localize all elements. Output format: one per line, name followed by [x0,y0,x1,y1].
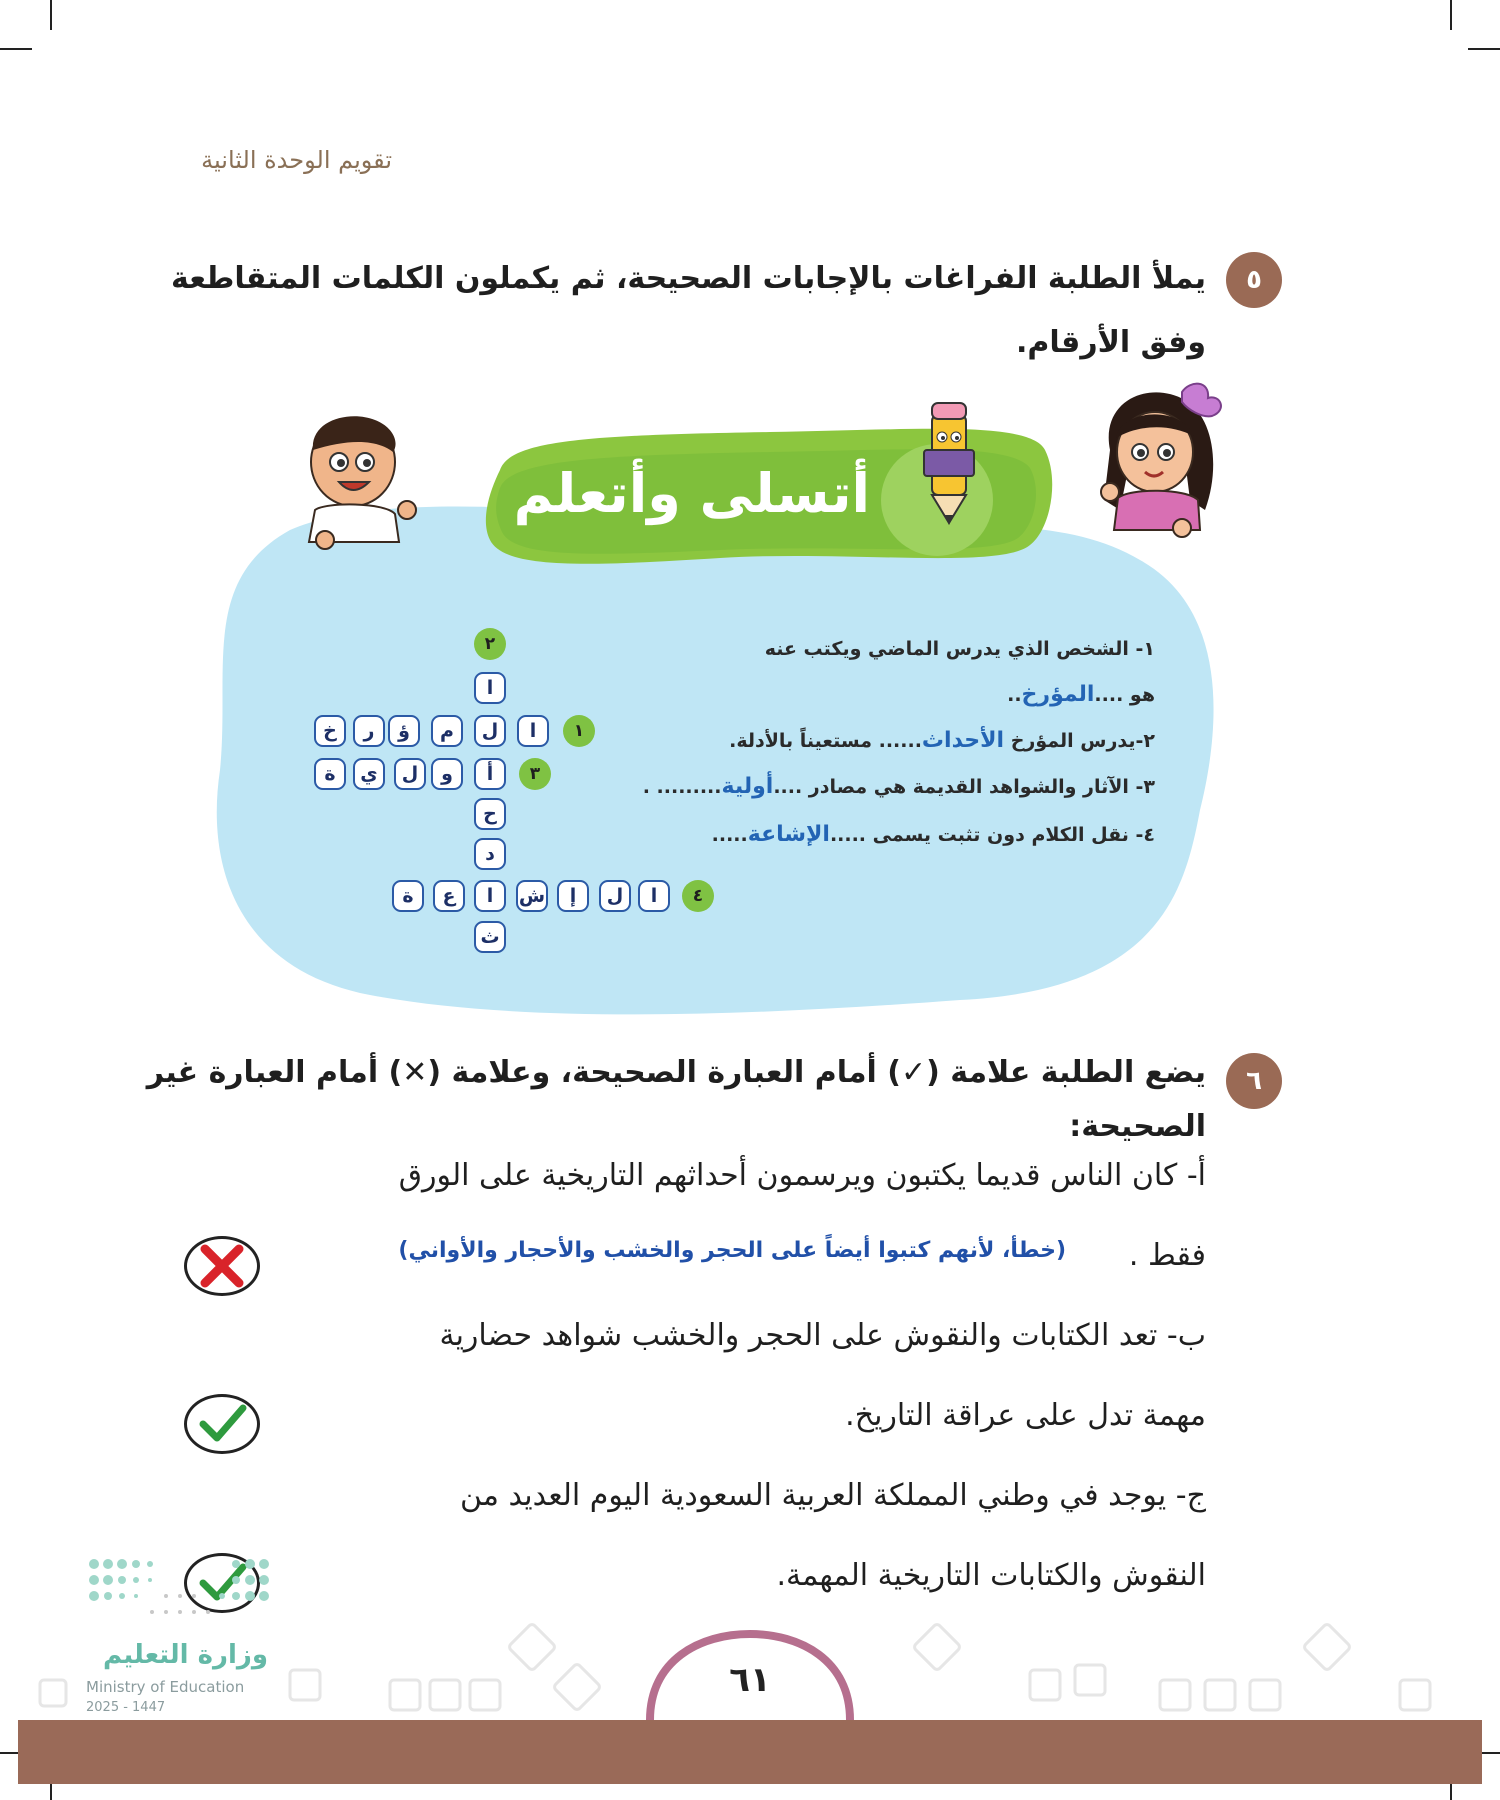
ministry-name-english: Ministry of Education [86,1678,245,1696]
crossword-cell[interactable]: ة [314,758,346,790]
question-6-line1: يضع الطلبة علامة (✓) أمام العبارة الصحيحة، وعلامة (✕) أمام العبارة غير [146,1055,1206,1090]
ministry-year: 2025 - 1447 [86,1700,166,1715]
statement-c-line2: النقوش والكتابات التاريخية المهمة. [776,1558,1206,1593]
girl-illustration [1090,380,1230,540]
unit-title: تقويم الوحدة الثانية [201,146,392,174]
crossword-cell[interactable]: خ [314,715,346,747]
statement-b-line2: مهمة تدل على عراقة التاريخ. [845,1398,1206,1433]
question-6-line2: الصحيحة: [1069,1109,1206,1144]
clue-1-line1: ١- الشخص الذي يدرس الماضي ويكتب عنه [764,638,1155,660]
clue-2-prefix: ٢-يدرس المؤرخ [1010,730,1155,752]
clue-1-suffix: .. [1007,684,1022,706]
statement-a-note: (خطأ، لأنهم كتبوا أيضاً على الحجر والخشب والأحجار والأواني) [398,1238,1066,1263]
statement-a-line1: أ- كان الناس قديما يكتبون ويرسمون أحداثهم التاريخية على الورق [398,1158,1206,1193]
clue-3 [643,774,1155,799]
clue-4-answer: الإشاعة [747,822,830,847]
clue-1-answer: المؤرخ [1021,682,1095,707]
clue-1-prefix: هو .... [1094,684,1155,706]
crossword-number-3: ٣ [519,758,551,790]
check-icon [197,1402,247,1446]
crop-mark [1468,48,1500,50]
crossword-cell[interactable]: ل [394,758,426,790]
crop-mark [0,48,32,50]
crossword-cell[interactable]: ل [599,880,631,912]
crossword-number-2: ٢ [474,628,506,660]
page-number: ٦١ [729,1660,771,1700]
crossword-cell[interactable]: ة [392,880,424,912]
clue-2-answer: الأحداث [921,728,1005,753]
cross-icon [197,1241,247,1291]
ministry-logo-dots [86,1556,272,1626]
question-5-line1: يملأ الطلبة الفراغات بالإجابات الصحيحة، ثم يكملون الكلمات المتقاطعة [171,261,1206,296]
crossword-number-1: ١ [563,715,595,747]
clue-3-prefix: ٣- الآثار والشواهد القديمة هي مصادر .... [773,776,1155,798]
crossword-cell[interactable]: ش [516,880,548,912]
crossword-cell[interactable]: ي [353,758,385,790]
clue-1-line2 [1007,682,1155,707]
banner-title: أتسلى وأتعلم [513,462,870,525]
clue-2-suffix: ...... مستعيناً بالأدلة. [729,730,922,752]
clue-4 [712,822,1155,847]
crossword-cell[interactable]: ا [517,715,549,747]
statement-c-line1: ج- يوجد في وطني المملكة العربية السعودية اليوم العديد من [460,1478,1206,1513]
clue-4-prefix: ٤- نقل الكلام دون تثبت يسمى ..... [829,824,1155,846]
question-5-prompt [166,247,1206,375]
statement-b-line1: ب- تعد الكتابات والنقوش على الحجر والخشب شواهد حضارية [439,1318,1206,1353]
question-5-line2: وفق الأرقام. [1016,325,1206,360]
crossword-cell[interactable]: ل [474,715,506,747]
clue-3-suffix: ......... . [642,776,722,798]
crossword-cell[interactable]: ؤ [388,715,420,747]
answer-mark-a[interactable] [184,1236,260,1296]
crossword-cell[interactable]: و [431,758,463,790]
clue-2 [729,728,1155,753]
crop-mark [50,0,52,30]
boy-illustration [295,410,425,560]
ministry-name-arabic: وزارة التعليم [103,1640,268,1670]
crossword-cell[interactable]: ث [474,921,506,953]
question-6-badge: ٦ [1226,1053,1282,1109]
crossword-cell[interactable]: إ [557,880,589,912]
question-6-prompt [66,1046,1206,1154]
crossword-cell[interactable]: أ [474,758,506,790]
crossword-cell[interactable]: م [431,715,463,747]
crossword-cell[interactable]: ا [638,880,670,912]
crossword-cell[interactable]: د [474,838,506,870]
clue-3-answer: أولية [721,774,774,799]
crossword-cell[interactable]: ح [474,798,506,830]
statement-a-line2: فقط . [1128,1238,1206,1273]
question-5-badge: ٥ [1226,252,1282,308]
footer-band [18,1720,1482,1784]
answer-mark-b[interactable] [184,1394,260,1454]
pencil-mascot-illustration [910,395,990,535]
crossword-cell[interactable]: ع [433,880,465,912]
crossword-cell[interactable]: ر [353,715,385,747]
crop-mark [1450,0,1452,30]
crossword-number-4: ٤ [682,880,714,912]
clue-4-suffix: ..... [711,824,748,846]
crossword-cell[interactable]: ا [474,672,506,704]
crossword-cell[interactable]: ا [474,880,506,912]
